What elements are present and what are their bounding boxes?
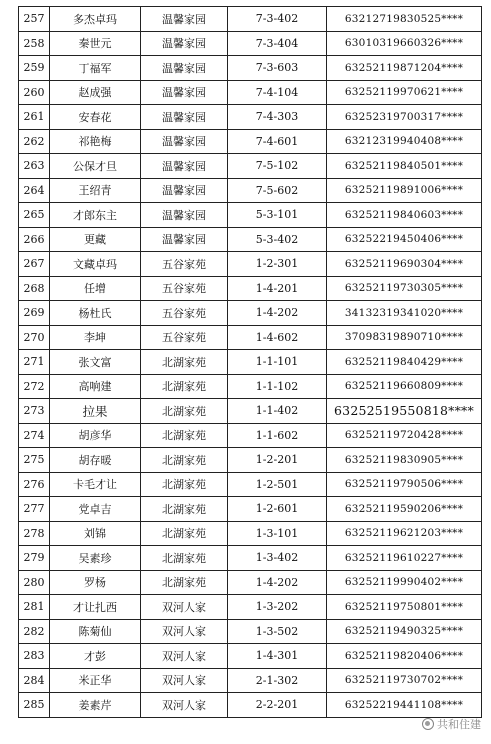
table-row — [19, 31, 482, 56]
cell-room: 7-3-402 — [228, 7, 327, 32]
cell-community: 温馨家园 — [141, 129, 228, 154]
cell-name: 公保才旦 — [50, 154, 141, 179]
cell-room: 7-3-603 — [228, 56, 327, 81]
cell-community: 北湖家苑 — [141, 570, 228, 595]
table-row — [19, 570, 482, 595]
cell-name: 党卓吉 — [50, 497, 141, 522]
cell-name: 安春花 — [50, 105, 141, 130]
cell-community: 双河人家 — [141, 619, 228, 644]
cell-room: 7-4-601 — [228, 129, 327, 154]
cell-number: 260 — [19, 80, 50, 105]
cell-name: 才彭 — [50, 644, 141, 669]
table-row — [19, 350, 482, 375]
table-row — [19, 423, 482, 448]
roster-table-body — [19, 7, 482, 718]
cell-id-number: 63252119840429**** — [327, 350, 482, 375]
cell-room: 1-1-402 — [228, 399, 327, 424]
cell-name: 刘锦 — [50, 521, 141, 546]
cell-number: 259 — [19, 56, 50, 81]
cell-community: 五谷家苑 — [141, 301, 228, 326]
cell-community: 温馨家园 — [141, 203, 228, 228]
table-row — [19, 80, 482, 105]
cell-name: 王绍青 — [50, 178, 141, 203]
table-row — [19, 472, 482, 497]
cell-room: 1-4-602 — [228, 325, 327, 350]
cell-room: 1-4-301 — [228, 644, 327, 669]
cell-id-number: 63252119660809**** — [327, 374, 482, 399]
cell-id-number: 63252119840603**** — [327, 203, 482, 228]
cell-community: 温馨家园 — [141, 80, 228, 105]
roster-sheet — [18, 6, 476, 718]
cell-community: 双河人家 — [141, 644, 228, 669]
cell-id-number: 63252119970621**** — [327, 80, 482, 105]
cell-name: 多杰卓玛 — [50, 7, 141, 32]
cell-id-number: 63252119750801**** — [327, 595, 482, 620]
wechat-logo-icon — [422, 718, 434, 730]
cell-name: 才郎东主 — [50, 203, 141, 228]
cell-number: 284 — [19, 668, 50, 693]
cell-name: 祁艳梅 — [50, 129, 141, 154]
cell-room: 7-5-602 — [228, 178, 327, 203]
cell-room: 1-3-202 — [228, 595, 327, 620]
cell-number: 261 — [19, 105, 50, 130]
cell-id-number: 63252119720428**** — [327, 423, 482, 448]
cell-number: 276 — [19, 472, 50, 497]
cell-id-number: 63252119610227**** — [327, 546, 482, 571]
cell-room: 5-3-402 — [228, 227, 327, 252]
cell-room: 1-2-601 — [228, 497, 327, 522]
table-row — [19, 546, 482, 571]
cell-id-number: 63252119590206**** — [327, 497, 482, 522]
cell-number: 267 — [19, 252, 50, 277]
cell-room: 7-4-104 — [228, 80, 327, 105]
cell-community: 北湖家苑 — [141, 546, 228, 571]
watermark-text: 共和住建 — [437, 718, 481, 731]
cell-name: 吴素珍 — [50, 546, 141, 571]
cell-number: 274 — [19, 423, 50, 448]
cell-name: 罗杨 — [50, 570, 141, 595]
cell-number: 257 — [19, 7, 50, 32]
cell-id-number: 63252119990402**** — [327, 570, 482, 595]
cell-name: 米正华 — [50, 668, 141, 693]
cell-number: 263 — [19, 154, 50, 179]
cell-room: 1-2-501 — [228, 472, 327, 497]
cell-name: 赵成强 — [50, 80, 141, 105]
cell-number: 277 — [19, 497, 50, 522]
cell-room: 7-3-404 — [228, 31, 327, 56]
cell-number: 280 — [19, 570, 50, 595]
cell-community: 北湖家苑 — [141, 399, 228, 424]
cell-number: 281 — [19, 595, 50, 620]
cell-number: 285 — [19, 693, 50, 718]
cell-number: 270 — [19, 325, 50, 350]
cell-room: 1-3-402 — [228, 546, 327, 571]
cell-number: 275 — [19, 448, 50, 473]
table-row — [19, 227, 482, 252]
cell-id-number: 63252119790506**** — [327, 472, 482, 497]
cell-community: 北湖家苑 — [141, 497, 228, 522]
cell-name: 姜素芹 — [50, 693, 141, 718]
cell-id-number: 63252119730702**** — [327, 668, 482, 693]
cell-community: 双河人家 — [141, 595, 228, 620]
cell-room: 7-5-102 — [228, 154, 327, 179]
cell-room: 1-1-102 — [228, 374, 327, 399]
cell-community: 温馨家园 — [141, 105, 228, 130]
cell-room: 2-2-201 — [228, 693, 327, 718]
table-row — [19, 203, 482, 228]
cell-community: 温馨家园 — [141, 56, 228, 81]
cell-id-number: 63252119690304**** — [327, 252, 482, 277]
cell-id-number: 63252119730305**** — [327, 276, 482, 301]
cell-number: 265 — [19, 203, 50, 228]
cell-community: 温馨家园 — [141, 7, 228, 32]
watermark — [422, 716, 481, 732]
cell-name: 卡毛才让 — [50, 472, 141, 497]
cell-room: 5-3-101 — [228, 203, 327, 228]
cell-number: 278 — [19, 521, 50, 546]
table-row — [19, 276, 482, 301]
cell-id-number: 63252119840501**** — [327, 154, 482, 179]
cell-number: 268 — [19, 276, 50, 301]
cell-name: 文藏卓玛 — [50, 252, 141, 277]
cell-room: 1-3-502 — [228, 619, 327, 644]
cell-id-number: 63252119871204**** — [327, 56, 482, 81]
table-row — [19, 374, 482, 399]
cell-room: 2-1-302 — [228, 668, 327, 693]
table-row — [19, 178, 482, 203]
cell-name: 张文富 — [50, 350, 141, 375]
cell-number: 262 — [19, 129, 50, 154]
table-row — [19, 595, 482, 620]
cell-id-number: 63252519550818**** — [327, 399, 482, 424]
cell-name: 丁福军 — [50, 56, 141, 81]
cell-number: 283 — [19, 644, 50, 669]
cell-id-number: 34132319341020**** — [327, 301, 482, 326]
cell-community: 北湖家苑 — [141, 448, 228, 473]
cell-name: 任增 — [50, 276, 141, 301]
cell-community: 五谷家苑 — [141, 252, 228, 277]
roster-table — [18, 6, 482, 718]
cell-community: 温馨家园 — [141, 227, 228, 252]
cell-community: 北湖家苑 — [141, 350, 228, 375]
cell-id-number: 37098319890710**** — [327, 325, 482, 350]
table-row — [19, 693, 482, 718]
cell-id-number: 63252119490325**** — [327, 619, 482, 644]
cell-community: 温馨家园 — [141, 154, 228, 179]
cell-name: 拉果 — [50, 399, 141, 424]
table-row — [19, 521, 482, 546]
cell-community: 北湖家苑 — [141, 423, 228, 448]
cell-number: 269 — [19, 301, 50, 326]
table-row — [19, 619, 482, 644]
cell-room: 1-4-201 — [228, 276, 327, 301]
cell-id-number: 63252319700317**** — [327, 105, 482, 130]
cell-community: 五谷家苑 — [141, 276, 228, 301]
cell-name: 胡存暖 — [50, 448, 141, 473]
cell-community: 北湖家苑 — [141, 472, 228, 497]
cell-number: 264 — [19, 178, 50, 203]
table-row — [19, 56, 482, 81]
cell-name: 秦世元 — [50, 31, 141, 56]
cell-id-number: 63010319660326**** — [327, 31, 482, 56]
table-row — [19, 252, 482, 277]
cell-room: 1-3-101 — [228, 521, 327, 546]
cell-name: 才让扎西 — [50, 595, 141, 620]
table-row — [19, 448, 482, 473]
cell-name: 杨杜氏 — [50, 301, 141, 326]
table-row — [19, 105, 482, 130]
cell-id-number: 63252219450406**** — [327, 227, 482, 252]
cell-community: 北湖家苑 — [141, 374, 228, 399]
cell-community: 北湖家苑 — [141, 521, 228, 546]
table-row — [19, 497, 482, 522]
cell-community: 五谷家苑 — [141, 325, 228, 350]
cell-room: 1-2-301 — [228, 252, 327, 277]
cell-room: 1-2-201 — [228, 448, 327, 473]
cell-number: 258 — [19, 31, 50, 56]
cell-name: 李坤 — [50, 325, 141, 350]
cell-name: 高响建 — [50, 374, 141, 399]
cell-community: 温馨家园 — [141, 31, 228, 56]
table-row — [19, 325, 482, 350]
cell-number: 266 — [19, 227, 50, 252]
table-row — [19, 7, 482, 32]
cell-room: 1-4-202 — [228, 570, 327, 595]
cell-id-number: 63252119621203**** — [327, 521, 482, 546]
cell-community: 双河人家 — [141, 668, 228, 693]
table-row — [19, 129, 482, 154]
cell-number: 272 — [19, 374, 50, 399]
cell-name: 胡彦华 — [50, 423, 141, 448]
table-row — [19, 668, 482, 693]
cell-id-number: 63252219441108**** — [327, 693, 482, 718]
cell-name: 更藏 — [50, 227, 141, 252]
cell-id-number: 63212319940408**** — [327, 129, 482, 154]
cell-room: 1-1-602 — [228, 423, 327, 448]
cell-id-number: 63252119891006**** — [327, 178, 482, 203]
cell-id-number: 63212719830525**** — [327, 7, 482, 32]
cell-room: 7-4-303 — [228, 105, 327, 130]
cell-number: 282 — [19, 619, 50, 644]
table-row — [19, 301, 482, 326]
cell-id-number: 63252119830905**** — [327, 448, 482, 473]
cell-number: 273 — [19, 399, 50, 424]
cell-number: 271 — [19, 350, 50, 375]
cell-community: 双河人家 — [141, 693, 228, 718]
cell-community: 温馨家园 — [141, 178, 228, 203]
cell-room: 1-4-202 — [228, 301, 327, 326]
table-row — [19, 644, 482, 669]
cell-room: 1-1-101 — [228, 350, 327, 375]
cell-id-number: 63252119820406**** — [327, 644, 482, 669]
cell-number: 279 — [19, 546, 50, 571]
cell-name: 陈菊仙 — [50, 619, 141, 644]
table-row — [19, 154, 482, 179]
table-row — [19, 399, 482, 424]
